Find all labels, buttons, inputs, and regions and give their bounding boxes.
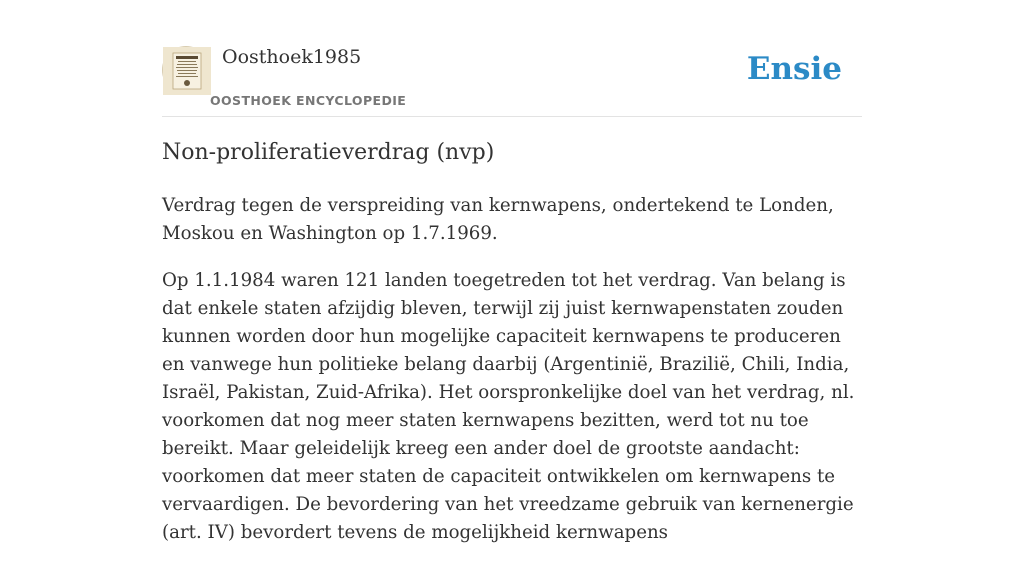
article-paragraph: Op 1.1.1984 waren 121 landen toegetreden tot het verdrag. Van belang is dat enkele staten afzijdig bleven, terwijl zij juist kernwapenstaten zouden kunnen worden door hun mogelijke capaciteit kernwapens te produceren en vanwege hun politieke belang daarbij (Argentinië, Brazilië, Chili, India, Israël, Pakistan, Zuid-Afrika). Het oorspronkelijke doel van het verdrag, nl. voorkomen dat nog meer staten kernwapens bezitten, werd tot nu toe bereikt. Maar geleidelijk kreeg een ander doel de grootste aandacht: voorkomen dat meer staten de capaciteit ontwikkelen om kernwapens te vervaardigen. De bevordering van het vreedzame gebruik van kernenergie (art. IV) bevordert tevens de mogelijkheid kernwapens	[162, 270, 855, 543]
source-label[interactable]: OOSTHOEK ENCYCLOPEDIE	[210, 93, 407, 108]
book-title-page-icon	[163, 47, 211, 95]
author-name[interactable]: Oosthoek1985	[222, 46, 362, 68]
page-container	[162, 0, 862, 543]
article-header	[162, 0, 862, 117]
article-paragraph: Verdrag tegen de verspreiding van kernwapens, ondertekend te Londen, Moskou en Washington op 1.7.1969.	[162, 195, 834, 244]
article-body	[162, 192, 862, 566]
brand-logo[interactable]: Ensie	[746, 51, 842, 87]
article-title: Non-proliferatieverdrag (nvp)	[162, 140, 495, 165]
avatar[interactable]	[162, 46, 210, 94]
